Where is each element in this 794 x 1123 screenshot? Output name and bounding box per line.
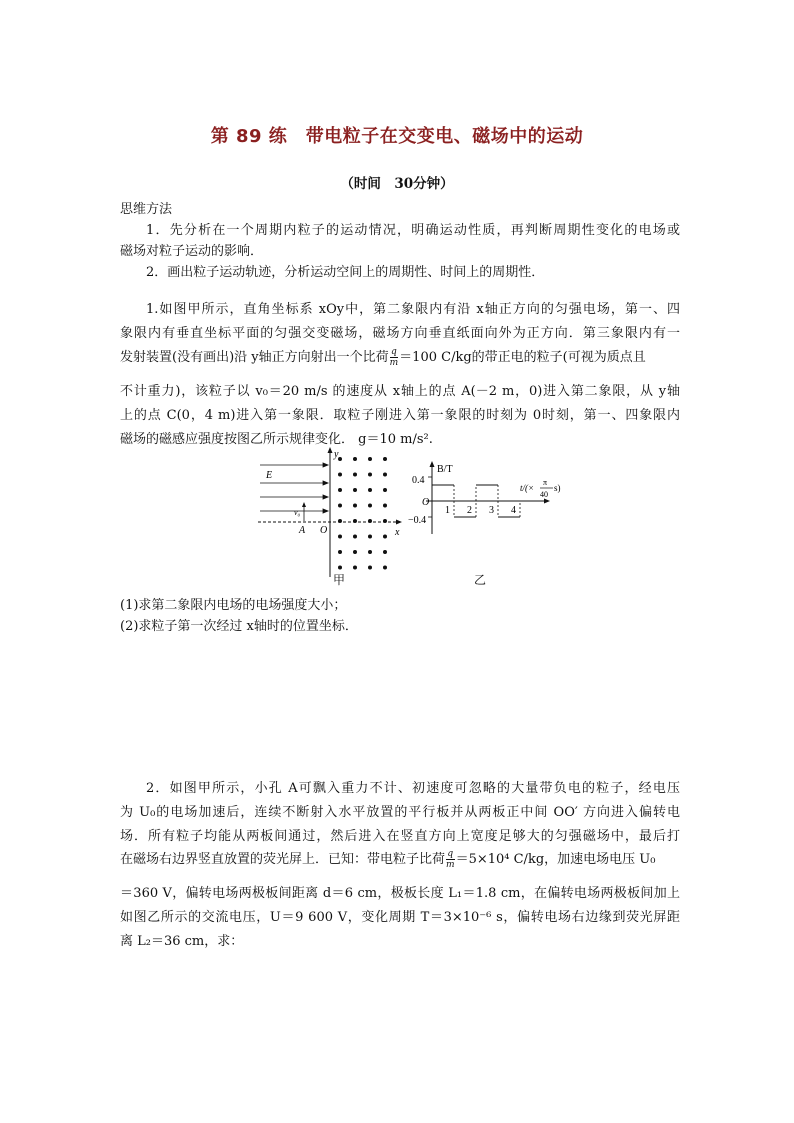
label-t: t/(× — [520, 483, 535, 493]
field-dot — [338, 504, 342, 508]
v0-arrow — [302, 502, 306, 507]
field-dot — [368, 550, 372, 554]
field-dot — [368, 535, 372, 539]
q2-line-3: 场．所有粒子均能从两板间通过，然后进入在竖直方向上宽度足够大的匀强磁场中，最后打 — [120, 829, 680, 844]
q2-line-1: 2．如图甲所示，小孔 A可飘入重力不计、初速度可忽略的大量带负电的粒子，经电压 — [146, 781, 680, 796]
field-dot — [353, 457, 357, 461]
time-limit: （时间 30分钟） — [340, 176, 454, 192]
field-dot — [338, 488, 342, 492]
label-neg: −0.4 — [408, 515, 427, 526]
method-point-2: 2．画出粒子运动轨迹，分析运动空间上的周期性、时间上的周期性． — [146, 265, 545, 280]
y-axis-arrow — [328, 447, 333, 453]
field-dot — [368, 566, 372, 570]
field-dot — [338, 473, 342, 477]
q1-line-2: 象限内有垂直坐标平面的匀强交变磁场，磁场方向垂直纸面向外为正方向．第三象限内有一 — [120, 326, 680, 341]
field-dot — [353, 473, 357, 477]
label-O-yi: O — [422, 497, 430, 508]
x-axis-arrow — [396, 520, 402, 525]
label-pi: π — [543, 478, 548, 487]
q2-line-7: 离 L₂＝36 cm，求： — [120, 934, 244, 949]
t-tick-label: 2 — [467, 505, 472, 516]
t-tick-label: 3 — [489, 505, 494, 516]
B-waveform — [428, 477, 520, 517]
label-E: E — [266, 470, 273, 481]
label-40: 40 — [540, 490, 548, 499]
q1-line-4: 不计重力)，该粒子以 v₀＝20 m/s 的速度从 x轴上的点 A(－2 m，0)进入第二象限，从 y轴 — [120, 384, 680, 399]
field-dot — [353, 504, 357, 508]
page-title: 第 89 练 带电粒子在交变电、磁场中的运动 — [210, 126, 584, 147]
caption-jia: 甲 — [333, 573, 346, 587]
field-dot — [383, 519, 387, 523]
label-s: s) — [554, 483, 561, 493]
t-tick-label: 1 — [445, 505, 450, 516]
q1-line-3: 发射装置(没有画出)沿 y轴正方向射出一个比荷 $\frac{q}{m}$ ＝100 C/kg的带正电的粒子(可视为质点且 — [120, 347, 646, 368]
label-B: B/T — [437, 464, 453, 475]
charge-mass-fraction-2: $\frac{q}{m}$ — [446, 849, 455, 870]
field-dot — [368, 504, 372, 508]
q2-line-4: 在磁场右边界竖直放置的荧光屏上．已知：带电粒子比荷 $\frac{q}{m}$ ＝5×10⁴ C/kg，加速电场电压 U₀ — [120, 849, 656, 870]
label-v0: v₀ — [294, 508, 301, 517]
B-axis-arrow — [430, 461, 435, 467]
label-y: y — [334, 449, 339, 460]
q1-line-6: 磁场的磁感应强度按图乙所示规律变化． g＝10 m/s². — [120, 432, 433, 447]
field-dot — [383, 473, 387, 477]
field-dot — [383, 504, 387, 508]
field-dot — [353, 550, 357, 554]
field-dot — [353, 519, 357, 523]
field-dot — [368, 519, 372, 523]
magnetic-field-dots — [338, 457, 387, 570]
method-point-1: 1．先分析在一个周期内粒子的运动情况，明确运动性质，再判断周期性变化的电场或 — [146, 223, 680, 238]
label-O: O — [320, 525, 328, 536]
field-dot — [383, 566, 387, 570]
field-dot — [368, 457, 372, 461]
figure-yi — [408, 461, 568, 536]
field-dot — [368, 473, 372, 477]
q1-line-5: 上的点 C(0，4 m)进入第一象限．取粒子刚进入第一象限的时刻为 0时刻，第一、四象限内 — [120, 408, 680, 423]
q1-line-1: 1.如图甲所示，直角坐标系 xOy中，第二象限内有沿 x轴正方向的匀强电场，第一、四 — [146, 302, 680, 317]
field-dot — [383, 535, 387, 539]
figure-jia — [258, 447, 408, 582]
q1-sub-1: (1)求第二象限内电场的电场强度大小； — [120, 598, 347, 613]
q1-sub-2: (2)求粒子第一次经过 x轴时的位置坐标． — [120, 619, 358, 634]
field-dot — [383, 457, 387, 461]
field-dot — [353, 566, 357, 570]
field-dot — [338, 535, 342, 539]
method-point-1-cont: 磁场对粒子运动的影响． — [120, 244, 264, 259]
field-dot — [338, 566, 342, 570]
q2-line-5: ＝360 V，偏转电场两极板间距离 d＝6 cm，极板长度 L₁＝1.8 cm，在偏转电场两极板间加上 — [120, 886, 680, 901]
caption-yi: 乙 — [474, 573, 487, 587]
field-dot — [383, 550, 387, 554]
t-axis-arrow — [544, 499, 550, 504]
field-dot — [338, 457, 342, 461]
charge-mass-fraction: $\frac{q}{m}$ — [389, 347, 399, 368]
method-heading: 思维方法 — [120, 202, 173, 217]
t-tick-label: 4 — [511, 505, 516, 516]
q2-line-2: 为 U₀的电场加速后，连续不断射入水平放置的平行板并从两板正中间 OO′ 方向进入偏转电 — [120, 805, 680, 820]
label-x: x — [395, 527, 400, 538]
field-dot — [338, 519, 342, 523]
field-dot — [338, 550, 342, 554]
label-pos: 0.4 — [412, 475, 425, 486]
field-dot — [383, 488, 387, 492]
label-A: A — [299, 525, 306, 536]
t-tick-labels — [445, 505, 516, 516]
field-dot — [368, 488, 372, 492]
field-dot — [353, 488, 357, 492]
q2-line-6: 如图乙所示的交流电压，U＝9 600 V，变化周期 T＝3×10⁻⁶ s，偏转电场右边缘到荧光屏距 — [120, 910, 680, 925]
field-dot — [353, 535, 357, 539]
